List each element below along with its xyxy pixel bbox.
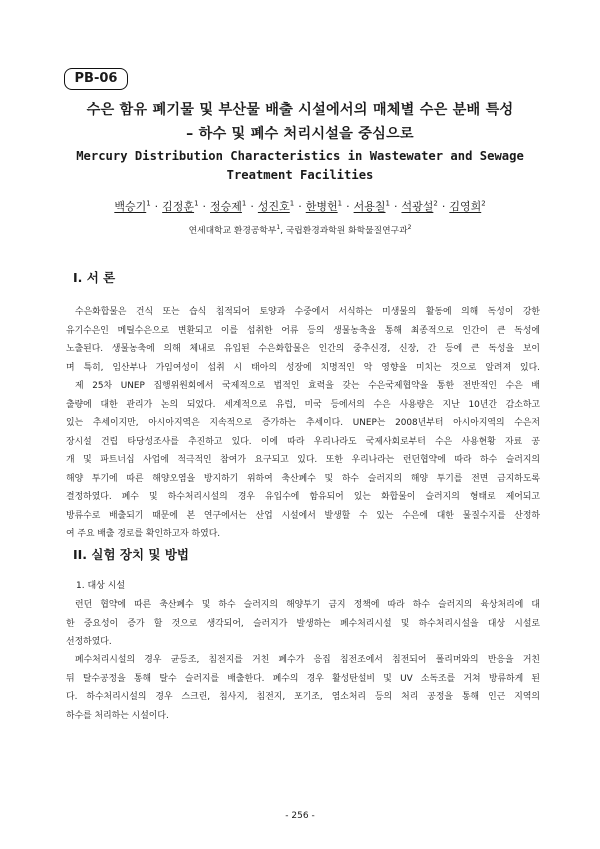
english-title-line-1: Mercury Distribution Characteristics in Wastewater and Sewage xyxy=(76,149,524,163)
text-line: 결정하였다. 폐수 및 하수처리시설의 경우 유입수에 함유되어 있는 화합물이 슬러지의 형태로 제어되고 xyxy=(66,492,540,502)
text-line: 방류수로 배출되기 때문에 본 연구에서는 산업 시설에서 발생할 수 있는 수은에 대한 물질수지를 산정하 xyxy=(66,510,540,521)
intro-paragraph-2 xyxy=(66,377,540,544)
subsection-heading-target-facility: 1. 대상 시설 xyxy=(76,581,126,591)
methods-paragraph-2 xyxy=(66,651,540,725)
section-heading-methods: II. 실험 장치 및 방법 xyxy=(73,547,189,562)
author-name: 백승기 xyxy=(114,200,147,213)
text-line: 개 및 파트너십 사업에 적극적인 참여가 요구되고 있다. 또한 우리나라는 런던협약에 따라 하수 슬러지의 xyxy=(66,455,540,465)
author-affiliation-sup: 1 xyxy=(337,199,343,208)
text-line: 제 25차 UNEP 집행위원회에서 국제적으로 법적인 효력을 갖는 수은국제협약을 통한 전반적인 수은 배 xyxy=(75,381,540,391)
text-line: 있는 추세이지만, 아시아지역은 지속적으로 증가하는 추세이다. UNEP는 2008년부터 아시아지역의 수은저 xyxy=(66,418,540,428)
text-line: 뒤 탈수공정을 통해 탈수 슬러지를 배출한다. 폐수의 경우 활성탄설비 및 UV 소독조를 거쳐 방류하게 된 xyxy=(66,673,540,684)
text-line: 다. 하수처리시설의 경우 스크린, 침사지, 침전지, 포기조, 염소처리 등의 처리 공정을 통해 인근 지역의 xyxy=(66,692,540,702)
korean-title-line-2: – 하수 및 폐수 처리시설을 중심으로 xyxy=(186,126,414,142)
text-line: 장시설 건립 타당성조사를 추진하고 있다. 이에 따라 우리나라도 국제사회로부터 수은 사용현황 자료 공 xyxy=(66,436,540,447)
author-list xyxy=(0,198,600,214)
methods-paragraph-1 xyxy=(66,596,540,652)
korean-title-line-1: 수은 함유 폐기물 및 부산물 배출 시설에서의 매체별 수은 분배 특성 xyxy=(86,102,514,118)
text-line: 하수를 처리하는 시설이다. xyxy=(66,710,169,721)
text-line: 유기수은인 메틸수은으로 변환되고 이를 섭취한 어류 등의 생물농축을 통해 최종적으로 인간이 큰 독성에 xyxy=(66,325,540,336)
author-affiliation-sup: 1 xyxy=(194,199,199,208)
author-separator: · xyxy=(298,200,302,213)
author-affiliation-sup: 2 xyxy=(433,199,438,208)
author-name: 정승제 xyxy=(210,200,242,213)
author-name: 김정훈 xyxy=(162,200,195,213)
author-separator: · xyxy=(346,200,350,213)
page-number: - 256 - xyxy=(285,811,315,821)
author-separator: · xyxy=(393,200,398,213)
author-affiliation-sup: 2 xyxy=(481,199,486,208)
author-name: 한병헌 xyxy=(305,200,338,213)
text-line: 수은화합물은 건식 또는 습식 침적되어 토양과 수중에서 서식하는 미생물의 활동에 의해 독성이 강한 xyxy=(75,307,540,317)
author-name: 서용칠 xyxy=(353,200,386,213)
author-separator: · xyxy=(250,200,254,213)
author-affiliation-sup: 1 xyxy=(241,199,247,208)
affiliation-2-sup: 2 xyxy=(407,224,412,232)
text-line: 한 중요성이 증가 할 것으로 생각되어, 슬러지가 발생하는 폐수처리시설 및 하수처리시설을 대상 시설로 xyxy=(66,618,540,629)
text-line: 폐수처리시설의 경우 균등조, 침전지를 거친 폐수가 응집 침전조에서 침전되어 폴리머와의 반응을 거친 xyxy=(75,655,540,665)
author-affiliation-sup: 1 xyxy=(146,199,151,208)
intro-paragraph-1 xyxy=(66,303,540,377)
author-name: 성진호 xyxy=(257,200,290,213)
affiliation-line xyxy=(0,223,600,236)
author-separator: · xyxy=(441,200,446,213)
author-affiliation-sup: 1 xyxy=(289,199,295,208)
affiliation-2: 국립환경과학원 화학물질연구과 xyxy=(285,226,408,236)
author-name: 김영희 xyxy=(449,200,482,213)
author-separator: · xyxy=(202,200,207,213)
english-title-line-2: Treatment Facilities xyxy=(226,168,374,182)
text-line: 여 주요 배출 경로를 확인하고자 하였다. xyxy=(66,529,221,539)
affiliation-1-sup: 1 xyxy=(276,224,281,232)
text-line: 노출된다. 생물농축에 의해 체내로 유입된 수은화합물은 인간의 중추신경, 신장, 간 등에 큰 독성을 보이 xyxy=(66,344,540,354)
abstract-id-badge: PB-06 xyxy=(64,68,128,90)
affiliation-1: 연세대학교 환경공학부 xyxy=(188,226,277,236)
section-heading-introduction: I. 서 론 xyxy=(73,270,116,285)
author-separator: · xyxy=(154,200,159,213)
author-affiliation-sup: 1 xyxy=(385,199,390,208)
text-line: 출량에 대한 관리가 논의 되었다. 세계적으로 유럽, 미국 등에서의 수은 사용량은 지난 10년간 감소하고 xyxy=(66,399,540,410)
author-name: 석광설 xyxy=(401,200,434,213)
text-line: 런던 협약에 따른 축산폐수 및 하수 슬러지의 해양투기 금지 정책에 따라 하수 슬러지의 육상처리에 대 xyxy=(75,600,540,610)
text-line: 해양 투기에 따른 해양오염을 방지하기 위하여 축산폐수 및 하수 슬러지의 해양 투기를 전면 금지하도록 xyxy=(66,473,540,484)
text-line: 며 특히, 임산부나 가임여성이 섭취 시 태아의 성장에 치명적인 악 영향을 미치는 것으로 알려져 있다. xyxy=(66,362,540,373)
text-line: 선정하였다. xyxy=(66,637,112,647)
affiliation-separator: , xyxy=(280,226,286,236)
